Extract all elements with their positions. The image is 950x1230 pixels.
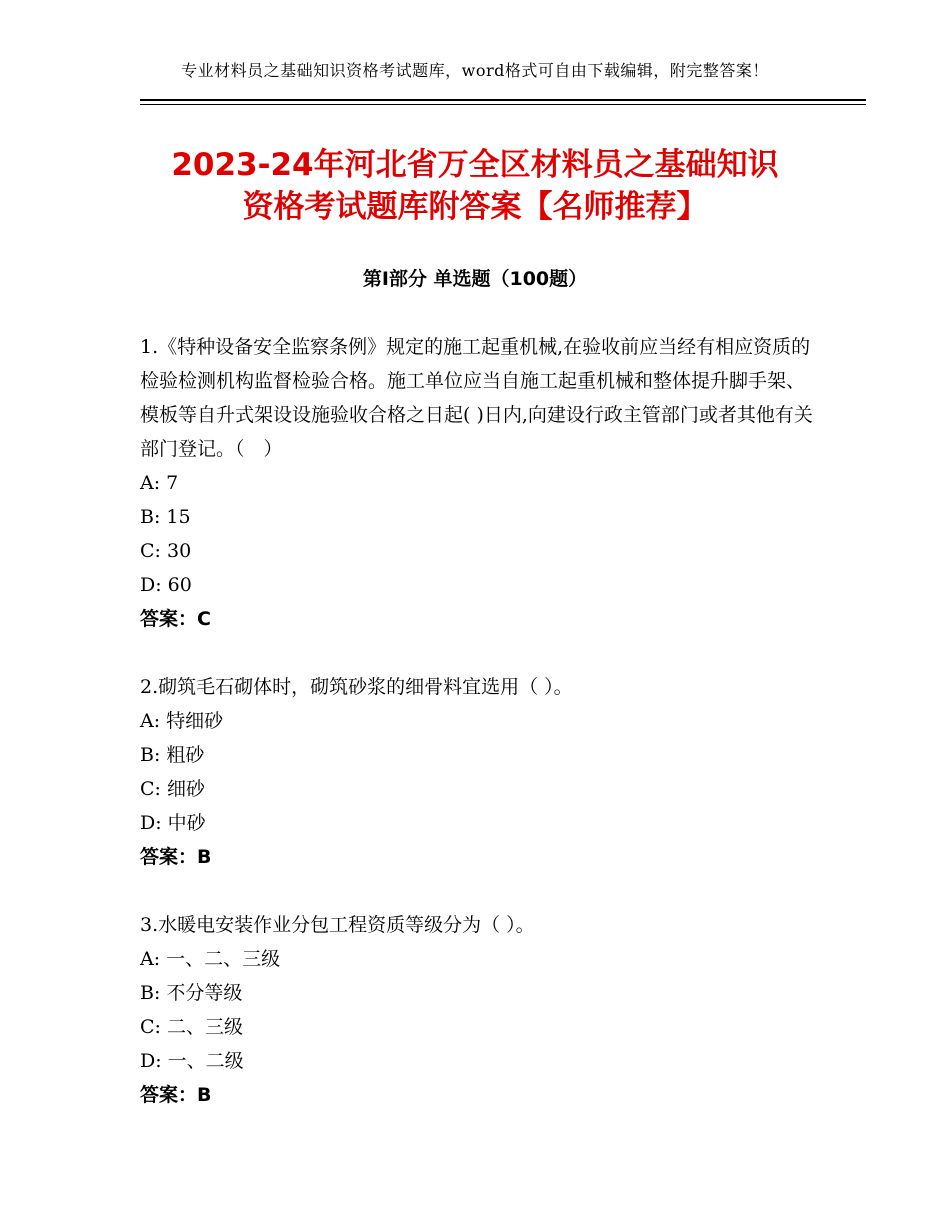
document-title-line-1: 2023-24年河北省万全区材料员之基础知识 bbox=[171, 147, 779, 183]
question-spacer bbox=[140, 874, 820, 908]
answer: 答案：C bbox=[140, 608, 211, 630]
header-divider-thin bbox=[140, 104, 866, 105]
option-a: A: 一、二、三级 bbox=[140, 948, 281, 970]
document-title bbox=[100, 144, 850, 228]
option-b: B: 15 bbox=[140, 506, 191, 528]
header-note: 专业材料员之基础知识资格考试题库，word格式可自由下载编辑，附完整答案！ bbox=[181, 61, 769, 80]
section-heading: 第Ⅰ部分 单选题（100题） bbox=[362, 268, 588, 290]
question-3 bbox=[140, 908, 820, 1112]
header-divider-thick bbox=[140, 99, 866, 101]
answer: 答案：B bbox=[140, 846, 212, 868]
option-d: D: 一、二级 bbox=[140, 1050, 244, 1072]
option-a: A: 7 bbox=[140, 472, 179, 494]
option-c: C: 二、三级 bbox=[140, 1016, 243, 1038]
question-spacer bbox=[140, 636, 820, 670]
question-2 bbox=[140, 670, 820, 874]
option-d: D: 60 bbox=[140, 574, 192, 596]
document-title-line-2: 资格考试题库附答案【名师推荐】 bbox=[242, 189, 708, 225]
option-a: A: 特细砂 bbox=[140, 710, 224, 732]
option-c: C: 细砂 bbox=[140, 778, 205, 800]
option-b: B: 粗砂 bbox=[140, 744, 205, 766]
question-list bbox=[140, 330, 820, 1112]
question-stem: 3.水暖电安装作业分包工程资质等级分为（ ）。 bbox=[140, 914, 535, 936]
answer: 答案：B bbox=[140, 1084, 212, 1106]
option-c: C: 30 bbox=[140, 540, 192, 562]
question-1 bbox=[140, 330, 820, 636]
question-stem: 1.《特种设备安全监察条例》规定的施工起重机械,在验收前应当经有相应资质的检验检测机构监督检验合格。施工单位应当自施工起重机械和整体提升脚手架、模板等自升式架设设施验收合格之日起( )日内,向建设行政主管部门或者其他有关部门登记。（ ） bbox=[140, 336, 813, 460]
question-stem: 2.砌筑毛石砌体时，砌筑砂浆的细骨料宜选用（ ）。 bbox=[140, 676, 573, 698]
option-d: D: 中砂 bbox=[140, 812, 206, 834]
option-b: B: 不分等级 bbox=[140, 982, 243, 1004]
